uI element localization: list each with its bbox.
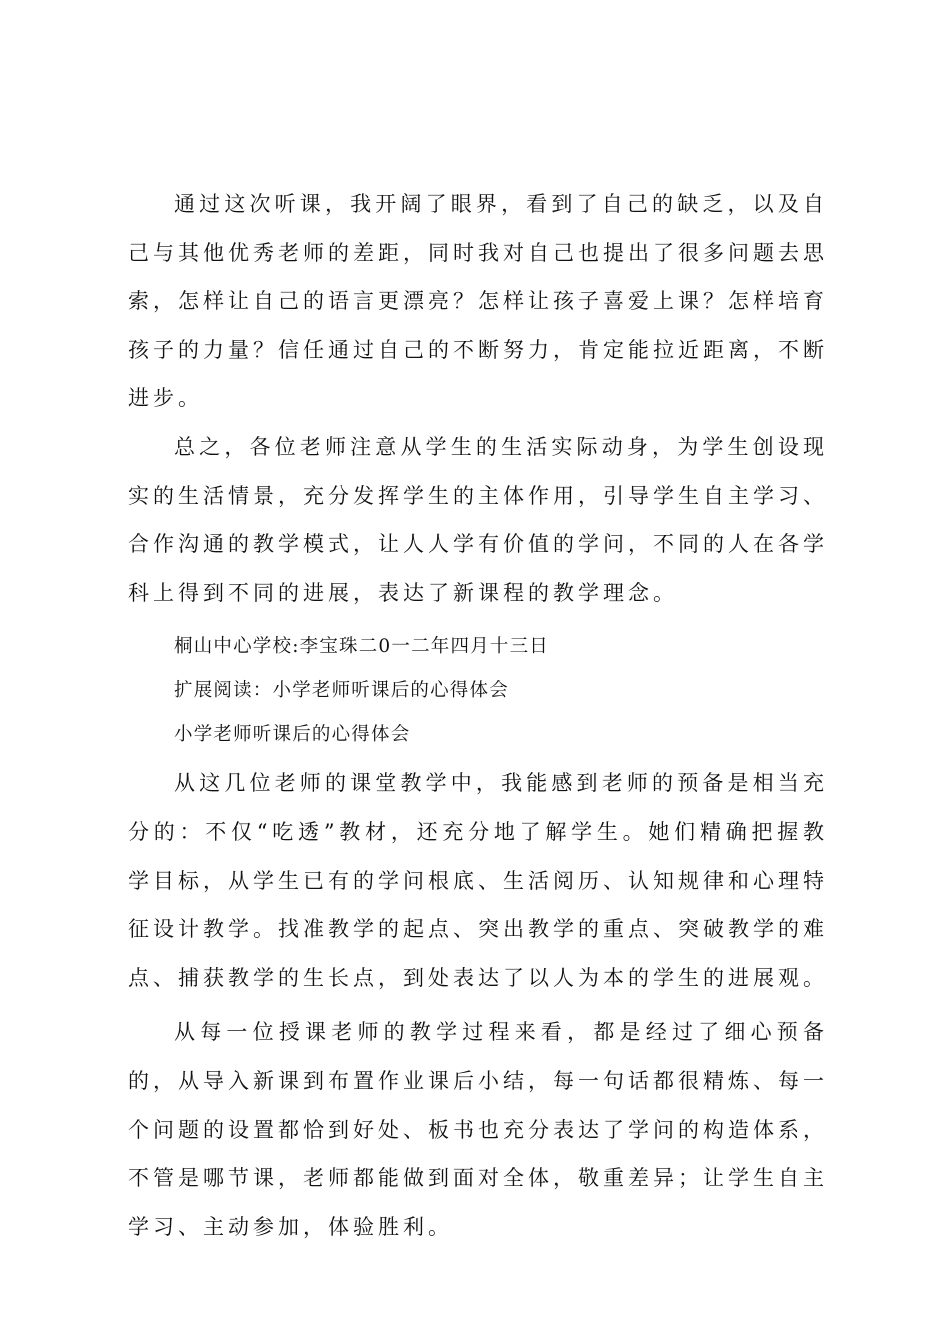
article-subtitle: 小学老师听课后的心得体会 [174,724,411,746]
document-body [128,180,828,1251]
paragraph-reflection: 通过这次听课，我开阔了眼界，看到了自己的缺乏，以及自己与其他优秀老师的差距，同时我对自己也提出了很多问题去思索，怎样让自己的语言更漂亮？怎样让孩子喜爱上课？怎样培育孩子的力量？信任通过自己的不断努力，肯定能拉近距离，不断进步。 [128,192,828,411]
paragraph-preparation: 从这几位老师的课堂教学中，我能感到老师的预备是相当充分的：不仅“吃透”教材，还充分地了解学生。她们精确把握教学目标，从学生已有的学问根底、生活阅历、认知规律和心理特征设计教学。找准教学的起点、突出教学的重点、突破教学的难点、捕获教学的生长点，到处表达了以人为本的学生的进展观。 [128,771,828,990]
paragraph-teaching-process: 从每一位授课老师的教学过程来看，都是经过了细心预备的，从导入新课到布置作业课后小结，每一句话都很精炼、每一个问题的设置都恰到好处、板书也充分表达了学问的构造体系，不管是哪节课，老师都能做到面对全体，敬重差异；让学生自主学习、主动参加，体验胜利。 [128,1020,828,1239]
extended-reading-heading: 扩展阅读：小学老师听课后的心得体会 [174,680,509,702]
signature-line: 桐山中心学校:李宝珠二0一二年四月十三日 [174,636,550,658]
paragraph-summary: 总之，各位老师注意从学生的生活实际动身，为学生创设现实的生活情景，充分发挥学生的主体作用，引导学生自主学习、合作沟通的教学模式，让人人学有价值的学问，不同的人在各学科上得到不同的进展，表达了新课程的教学理念。 [128,434,828,605]
